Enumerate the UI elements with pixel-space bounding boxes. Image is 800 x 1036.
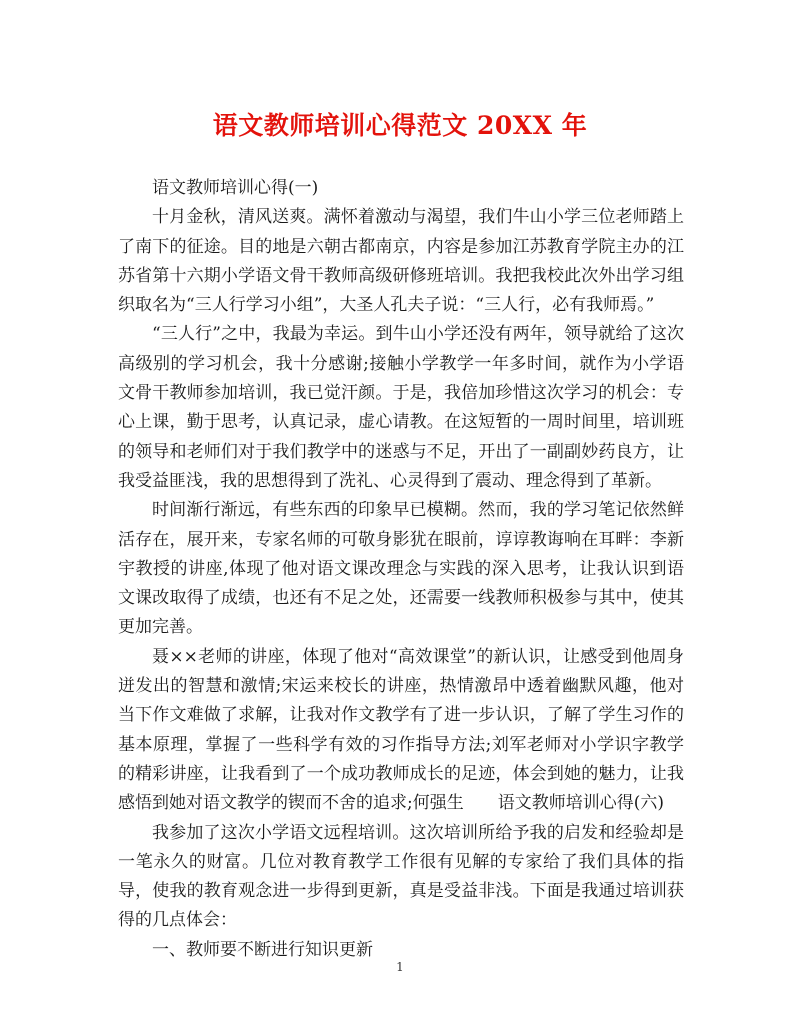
paragraph: 十月金秋，清风送爽。满怀着激动与渴望，我们牛山小学三位老师踏上了南下的征途。目的地是六朝古都南京，内容是参加江苏教育学院主办的江苏省第十六期小学语文骨干教师高级研修班培训。我把我校此次外出学习组织取名为“三人行学习小组”，大圣人孔夫子说：“三人行，必有我师焉。”: [118, 207, 684, 316]
paragraph: “三人行”之中，我最为幸运。到牛山小学还没有两年，领导就给了这次高级别的学习机会，我十分感谢;接触小学教学一年多时间，就作为小学语文骨干教师参加培训，我已觉汗颜。于是，我倍加珍惜这次学习的机会：专心上课，勤于思考，认真记录，虚心请教。在这短暂的一周时间里，培训班的领导和老师们对于我们教学中的迷惑与不足，开出了一副副妙药良方，让我受益匪浅，我的思想得到了洗礼、心灵得到了震动、理念得到了革新。: [118, 324, 684, 491]
document-body: [118, 174, 684, 965]
paragraph: 聂××老师的讲座，体现了他对“高效课堂”的新认识，让感受到他周身迸发出的智慧和激情;宋运来校长的讲座，热情激昂中透着幽默风趣，他对当下作文难做了求解，让我对作文教学有了进一步认识，了解了学生习作的基本原理，掌握了一些科学有效的习作指导方法;刘军老师对小学识字教学的精彩讲座，让我看到了一个成功教师成长的足迹，体会到她的魅力，让我感悟到她对语文教学的锲而不舍的追求;何强生 语文教师培训心得(六): [118, 646, 684, 814]
section-heading: 语文教师培训心得(一): [152, 178, 319, 198]
section-heading: 一、教师要不断进行知识更新: [152, 939, 373, 960]
paragraph: 我参加了这次小学语文远程培训。这次培训所给予我的启发和经验却是一笔永久的财富。几位对教育教学工作很有见解的专家给了我们具体的指导，使我的教育观念进一步得到更新，真是受益非浅。下面是我通过培训获得的几点体会：: [118, 822, 684, 931]
document-title: 语文教师培训心得范文 20XX 年: [212, 111, 588, 140]
paragraph: 时间渐行渐远，有些东西的印象早已模糊。然而，我的学习笔记依然鲜活存在，展开来，专家名师的可敬身影犹在眼前，谆谆教诲响在耳畔：李新宇教授的讲座,体现了他对语文课改理念与实践的深入思考，让我认识到语文课改取得了成绩，也还有不足之处，还需要一线教师积极参与其中，使其更加完善。: [118, 500, 684, 638]
page-number: 1: [396, 960, 404, 974]
